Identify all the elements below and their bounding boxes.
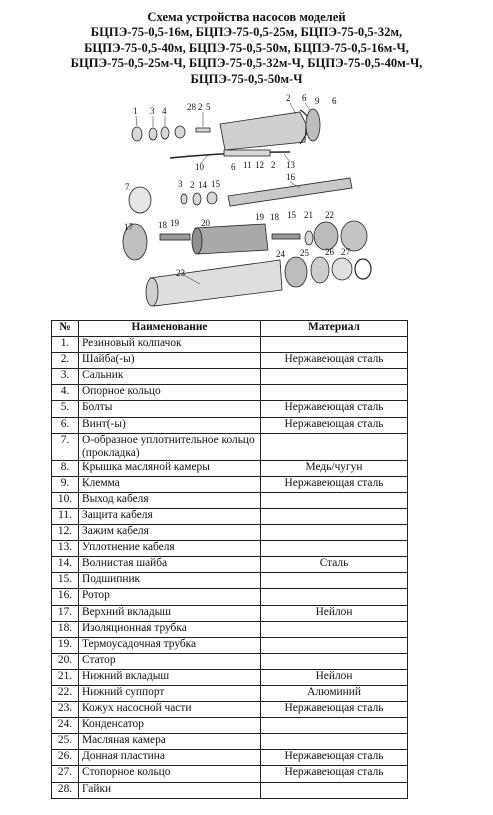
part-number-cell: 27. bbox=[52, 766, 79, 782]
table-row bbox=[52, 508, 408, 524]
stator-part bbox=[195, 224, 268, 254]
diagram-label: 19 bbox=[255, 212, 264, 222]
diagram-label: 18 bbox=[270, 212, 279, 222]
part-number-cell: 28. bbox=[52, 782, 79, 798]
diagram-label: 3 bbox=[178, 179, 183, 189]
part-material-cell bbox=[261, 734, 408, 750]
table-row bbox=[52, 637, 408, 653]
part-material-cell bbox=[261, 525, 408, 541]
table-row bbox=[52, 433, 408, 460]
pump-exploded-drawing bbox=[100, 92, 400, 310]
diagram-label: 2 bbox=[286, 93, 291, 103]
bottom-plate-part bbox=[332, 258, 352, 280]
table-row bbox=[52, 460, 408, 476]
part-number-cell: 22. bbox=[52, 685, 79, 701]
part-name-cell: Масляная камера bbox=[79, 734, 261, 750]
part-number-cell: 7. bbox=[52, 433, 79, 460]
table-row bbox=[52, 702, 408, 718]
part-material-cell: Нейлон bbox=[261, 605, 408, 621]
part-number-cell: 17. bbox=[52, 605, 79, 621]
title-line: БЦПЭ-75-0,5-50м-Ч bbox=[190, 71, 303, 86]
part-name-cell: Резиновый колпачок bbox=[79, 337, 261, 353]
diagram-label: 22 bbox=[325, 210, 334, 220]
part-name-cell: Донная пластина bbox=[79, 750, 261, 766]
part-material-cell bbox=[261, 621, 408, 637]
part-material-cell bbox=[261, 385, 408, 401]
part-name-cell: Клемма bbox=[79, 476, 261, 492]
capacitor-part bbox=[285, 257, 307, 287]
part-material-cell: Сталь bbox=[261, 557, 408, 573]
terminal-part bbox=[306, 109, 320, 141]
table-row bbox=[52, 353, 408, 369]
table-header-row bbox=[52, 321, 408, 337]
table-row bbox=[52, 557, 408, 573]
part-number-cell: 11. bbox=[52, 508, 79, 524]
diagram-label: 14 bbox=[198, 180, 207, 190]
diagram-label: 11 bbox=[243, 160, 252, 170]
part-material-cell: Нержавеющая сталь bbox=[261, 353, 408, 369]
part-number-cell: 3. bbox=[52, 369, 79, 385]
part-number-cell: 26. bbox=[52, 750, 79, 766]
part-material-cell bbox=[261, 492, 408, 508]
cable-protection-part bbox=[224, 150, 270, 156]
part-number-cell: 20. bbox=[52, 653, 79, 669]
title-line: БЦПЭ-75-0,5-25м-Ч, БЦПЭ-75-0,5-32м-Ч, БЦПЭ-75-0,5-40м-Ч, bbox=[70, 56, 423, 71]
heat-shrink-tube-part bbox=[272, 234, 300, 239]
part-name-cell: Защита кабеля bbox=[79, 508, 261, 524]
part-material-cell: Нержавеющая сталь bbox=[261, 401, 408, 417]
part-name-cell: Термоусадочная трубка bbox=[79, 637, 261, 653]
diagram-label: 2 bbox=[190, 180, 195, 190]
part-number-cell: 24. bbox=[52, 718, 79, 734]
diagram-label: 26 bbox=[325, 247, 334, 257]
table-row bbox=[52, 401, 408, 417]
diagram-label: 6 bbox=[332, 96, 337, 106]
bearing-part bbox=[305, 231, 313, 245]
column-header-material: Материал bbox=[261, 321, 408, 337]
part-name-cell: Уплотнение кабеля bbox=[79, 541, 261, 557]
part-number-cell: 21. bbox=[52, 669, 79, 685]
oil-chamber-cover-part bbox=[220, 112, 306, 150]
part-name-cell: Нижний суппорт bbox=[79, 685, 261, 701]
part-number-cell: 19. bbox=[52, 637, 79, 653]
part-number-cell: 25. bbox=[52, 734, 79, 750]
diagram-label: 27 bbox=[341, 247, 350, 257]
table-row bbox=[52, 718, 408, 734]
wave-washer-part bbox=[193, 193, 201, 205]
table-row bbox=[52, 369, 408, 385]
part-material-cell bbox=[261, 337, 408, 353]
part-name-cell: Подшипник bbox=[79, 573, 261, 589]
pump-housing-part bbox=[150, 260, 282, 306]
part-material-cell bbox=[261, 637, 408, 653]
part-name-cell: Зажим кабеля bbox=[79, 525, 261, 541]
part-material-cell: Нейлон bbox=[261, 669, 408, 685]
diagram-label: 5 bbox=[206, 102, 211, 112]
diagram-label: 21 bbox=[304, 210, 313, 220]
part-name-cell: Винт(-ы) bbox=[79, 417, 261, 433]
part-name-cell: Ротор bbox=[79, 589, 261, 605]
diagram-label: 10 bbox=[195, 162, 204, 172]
table-row bbox=[52, 605, 408, 621]
part-name-cell: Опорное кольцо bbox=[79, 385, 261, 401]
part-number-cell: 12. bbox=[52, 525, 79, 541]
bearing-part bbox=[207, 192, 217, 204]
table-row bbox=[52, 541, 408, 557]
diagram-label: 7 bbox=[125, 182, 130, 192]
part-name-cell: Шайба(-ы) bbox=[79, 353, 261, 369]
part-number-cell: 15. bbox=[52, 573, 79, 589]
diagram-label: 24 bbox=[276, 249, 285, 259]
table-row bbox=[52, 653, 408, 669]
insulation-tube-part bbox=[160, 234, 190, 240]
part-number-cell: 5. bbox=[52, 401, 79, 417]
diagram-label: 1 bbox=[133, 106, 138, 116]
diagram-label: 15 bbox=[211, 179, 220, 189]
diagram-label: 25 bbox=[300, 248, 309, 258]
part-material-cell bbox=[261, 573, 408, 589]
part-name-cell: Кожух насосной части bbox=[79, 702, 261, 718]
diagram-label: 2 bbox=[271, 160, 276, 170]
part-material-cell: Нержавеющая сталь bbox=[261, 702, 408, 718]
part-name-cell: О-образное уплотнительное кольцо (прокладка) bbox=[79, 433, 261, 460]
part-number-cell: 6. bbox=[52, 417, 79, 433]
part-name-cell: Крышка масляной камеры bbox=[79, 460, 261, 476]
diagram-label: 3 bbox=[150, 106, 155, 116]
retaining-ring-part bbox=[355, 259, 371, 279]
washer-part bbox=[181, 194, 187, 204]
title-line: Схема устройства насосов моделей bbox=[147, 10, 346, 24]
part-name-cell: Конденсатор bbox=[79, 718, 261, 734]
part-material-cell bbox=[261, 653, 408, 669]
part-name-cell: Гайки bbox=[79, 782, 261, 798]
part-number-cell: 16. bbox=[52, 589, 79, 605]
diagram-label: 6 bbox=[302, 93, 307, 103]
part-material-cell bbox=[261, 541, 408, 557]
part-material-cell: Алюминий bbox=[261, 685, 408, 701]
o-ring-part bbox=[129, 187, 151, 213]
diagram-label: 15 bbox=[287, 210, 296, 220]
diagram-label: 16 bbox=[286, 172, 295, 182]
table-row bbox=[52, 782, 408, 798]
table-row bbox=[52, 685, 408, 701]
part-material-cell bbox=[261, 433, 408, 460]
table-row bbox=[52, 337, 408, 353]
part-number-cell: 18. bbox=[52, 621, 79, 637]
part-number-cell: 1. bbox=[52, 337, 79, 353]
part-number-cell: 23. bbox=[52, 702, 79, 718]
title-line: БЦПЭ-75-0,5-40м, БЦПЭ-75-0,5-50м, БЦПЭ-75-0,5-16м-Ч, bbox=[84, 40, 409, 55]
part-number-cell: 8. bbox=[52, 460, 79, 476]
lower-liner-part bbox=[314, 222, 338, 250]
diagram-label: 2 bbox=[198, 102, 203, 112]
table-row bbox=[52, 385, 408, 401]
part-name-cell: Изоляционная трубка bbox=[79, 621, 261, 637]
rubber-cap-part bbox=[132, 127, 142, 141]
part-material-cell bbox=[261, 369, 408, 385]
diagram-label: 6 bbox=[231, 162, 236, 172]
table-row bbox=[52, 750, 408, 766]
part-number-cell: 4. bbox=[52, 385, 79, 401]
diagram-label: 17 bbox=[124, 222, 133, 232]
bolt-part bbox=[196, 128, 210, 132]
part-material-cell bbox=[261, 782, 408, 798]
table-row bbox=[52, 492, 408, 508]
part-name-cell: Статор bbox=[79, 653, 261, 669]
column-header-number: № bbox=[52, 321, 79, 337]
part-material-cell: Нержавеющая сталь bbox=[261, 766, 408, 782]
document-title bbox=[0, 10, 493, 87]
column-header-name: Наименование bbox=[79, 321, 261, 337]
parts-table bbox=[51, 320, 408, 799]
diagram-label: 18 bbox=[158, 220, 167, 230]
part-material-cell: Нержавеющая сталь bbox=[261, 417, 408, 433]
part-number-cell: 9. bbox=[52, 476, 79, 492]
part-material-cell bbox=[261, 508, 408, 524]
table-row bbox=[52, 621, 408, 637]
diagram-label: 4 bbox=[162, 106, 167, 116]
title-line: БЦПЭ-75-0,5-16м, БЦПЭ-75-0,5-25м, БЦПЭ-75-0,5-32м, bbox=[90, 25, 403, 40]
table-row bbox=[52, 417, 408, 433]
diagram-label: 19 bbox=[170, 218, 179, 228]
diagram-label: 12 bbox=[255, 160, 264, 170]
part-number-cell: 14. bbox=[52, 557, 79, 573]
pump-exploded-diagram bbox=[100, 92, 400, 310]
part-name-cell: Волнистая шайба bbox=[79, 557, 261, 573]
table-row bbox=[52, 476, 408, 492]
part-material-cell: Медь/чугун bbox=[261, 460, 408, 476]
part-number-cell: 13. bbox=[52, 541, 79, 557]
part-material-cell bbox=[261, 718, 408, 734]
part-material-cell: Нержавеющая сталь bbox=[261, 750, 408, 766]
table-row bbox=[52, 766, 408, 782]
table-row bbox=[52, 734, 408, 750]
part-name-cell: Болты bbox=[79, 401, 261, 417]
part-name-cell: Выход кабеля bbox=[79, 492, 261, 508]
diagram-label: 9 bbox=[315, 96, 320, 106]
diagram-label: 13 bbox=[286, 160, 295, 170]
diagram-label: 20 bbox=[201, 218, 210, 228]
part-name-cell: Нижний вкладыш bbox=[79, 669, 261, 685]
part-material-cell: Нержавеющая сталь bbox=[261, 476, 408, 492]
diagram-label: 28 bbox=[187, 102, 196, 112]
support-ring-part bbox=[175, 126, 185, 138]
part-number-cell: 2. bbox=[52, 353, 79, 369]
part-number-cell: 10. bbox=[52, 492, 79, 508]
part-name-cell: Верхний вкладыш bbox=[79, 605, 261, 621]
gland-part bbox=[161, 127, 169, 139]
table-row bbox=[52, 589, 408, 605]
table-row bbox=[52, 669, 408, 685]
part-name-cell: Стопорное кольцо bbox=[79, 766, 261, 782]
table-row bbox=[52, 573, 408, 589]
part-name-cell: Сальник bbox=[79, 369, 261, 385]
parts-table-body bbox=[52, 337, 408, 799]
diagram-label: 23 bbox=[176, 268, 185, 278]
washer-part bbox=[149, 128, 157, 140]
table-row bbox=[52, 525, 408, 541]
part-material-cell bbox=[261, 589, 408, 605]
oil-chamber-part bbox=[311, 257, 329, 283]
